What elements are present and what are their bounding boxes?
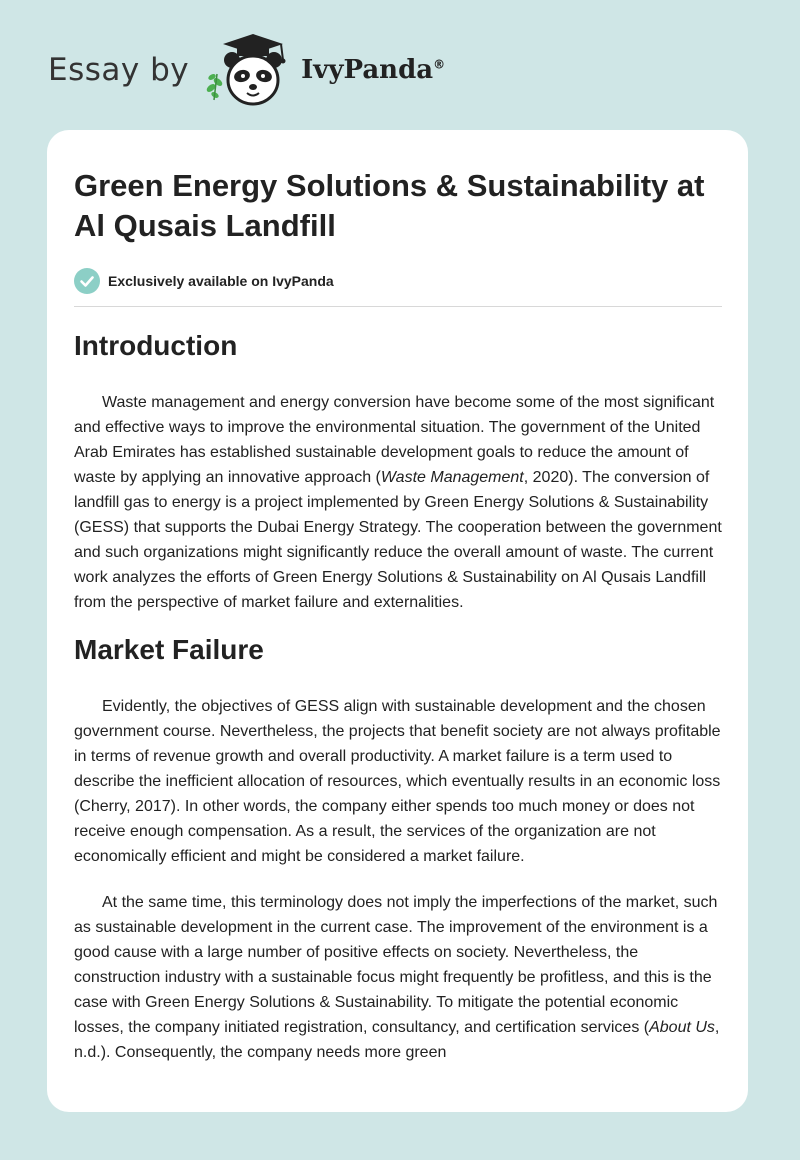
section-heading-introduction: Introduction — [74, 330, 238, 361]
check-icon — [74, 268, 100, 294]
citation-title: Waste Management — [380, 469, 524, 486]
exclusive-badge-label: Exclusively available on IvyPanda — [108, 273, 334, 289]
section-heading-market-failure: Market Failure — [74, 634, 264, 665]
essay-title: Green Energy Solutions & Sustainability at Al Qusais Landfill — [74, 168, 705, 243]
divider — [74, 306, 722, 307]
paragraph: At the same time, this terminology does not imply the imperfections of the market, such as sustainable development in the current case. The improvement of the environment is a good cause with a large number of positive effects on society. Nevertheless, the construction industry with a sustainable focus might frequently be profitless, and this is the case with Green Energy Solutions & Sustainability. To mitigate the potential economic losses, the company initiated registration, consultancy, and certification services (About Us, n.d.). Consequently, the company needs more green — [74, 894, 720, 1061]
essay-by-label: Essay by — [48, 52, 190, 88]
citation-title: About Us — [649, 1019, 715, 1036]
paragraph: Evidently, the objectives of GESS align with sustainable development and the chosen government course. Nevertheless, the projects that benefit society are not always profitable in terms of revenue growth and overall productivity. A market failure is a term used to describe the inefficient allocation of resources, which eventually results in an economic loss (Cherry, 2017). In other words, the company either spends too much money or does not receive enough compensation. As a result, the services of the organization are not economically efficient and might be considered a market failure. — [74, 698, 721, 865]
essay-card — [47, 130, 748, 1112]
paragraph: Waste management and energy conversion have become some of the most significant and effective ways to improve the environmental situation. The government of the United Arab Emirates has established sustainable development goals to reduce the amount of waste by applying an innovative approach (Waste Management, 2020). The conversion of landfill gas to energy is a project implemented by Green Energy Solutions & Sustainability (GESS) that supports the Dubai Energy Strategy. The cooperation between the government and such organizations might significantly reduce the overall amount of waste. The current work analyzes the efforts of Green Energy Solutions & Sustainability on Al Qusais Landfill from the perspective of market failure and externalities. — [74, 394, 722, 611]
exclusive-badge — [74, 268, 722, 294]
panda-logo-icon[interactable] — [201, 30, 301, 110]
site-header — [48, 30, 445, 110]
brand-name[interactable] — [301, 55, 445, 85]
brand-name-text: IvyPanda — [301, 55, 434, 85]
registered-mark: ® — [433, 57, 446, 72]
